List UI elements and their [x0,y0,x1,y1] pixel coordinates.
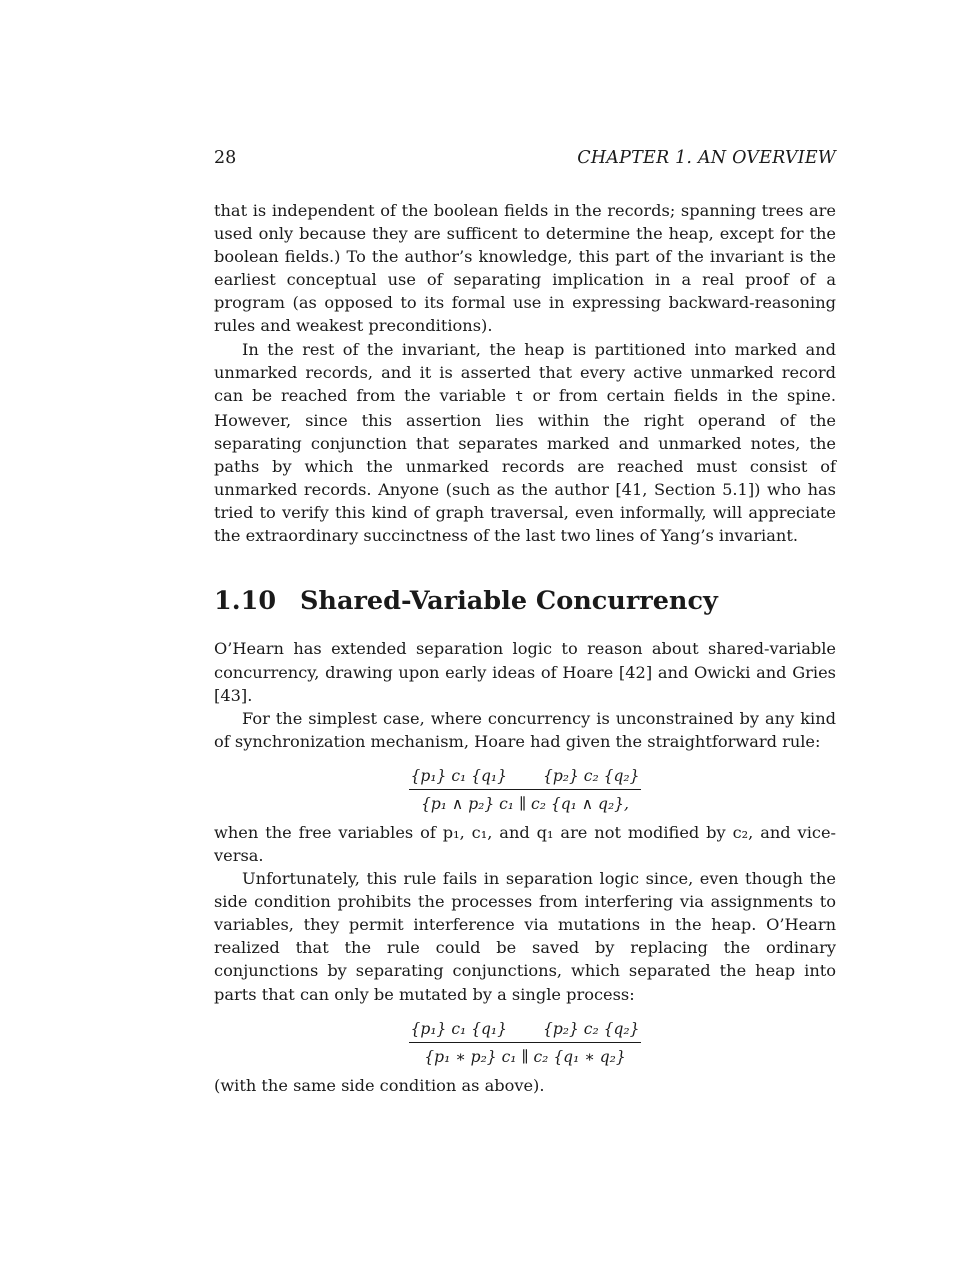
chapter-title: CHAPTER 1. AN OVERVIEW [577,148,836,168]
section-number: 1.10 [214,586,277,617]
paragraph-ohearn: O’Hearn has extended separation logic to reason about shared-variable concurrency, drawing upon early ideas of Hoare [42] and Owicki and Gries [43]. [214,639,836,705]
inference-rule-hoare [214,765,836,815]
premise-right: {p₂} c₂ {q₂} [543,766,640,785]
section-title: Shared-Variable Concurrency [300,586,718,617]
paragraph-invariant-part2: or from certain fields in the spine. However, since this assertion lies within the right operand of the separating conjunction that separates marked and unmarked notes, the paths by which the unmarked records are reached must consist of unmarked records. Anyone (such as the author [41, Section 5.1]) who has tried to verify this kind of graph traversal, even informally, will appreciate the extraordinary succinctness of the last two lines of Yang’s invariant. [214,385,836,546]
variable-t: t [515,388,524,405]
paragraph-unfortunately: Unfortunately, this rule fails in separation logic since, even though the side condition prohibits the processes from interfering via assignments to variables, they permit interference via mutations in the heap. O’Hearn realized that the rule could be saved by replacing the ordinary conjunctions by separating conjunctions, which separated the heap into parts that can only be mutated by a single process: [214,869,836,1004]
rule-premises [409,765,642,790]
rule-premises [409,1018,642,1043]
paragraph-invariant [214,338,836,548]
page-number: 28 [214,148,237,168]
paragraph-continued: that is independent of the boolean fields in the records; spanning trees are used only because they are sufficent to determine the heap, except for the boolean fields.) To the author’s knowledge, this part of the invariant is the earliest conceptual use of separating implication in a real proof of a program (as opposed to its formal use in expressing backward-reasoning rules and weakest preconditions). [214,201,836,336]
premise-right: {p₂} c₂ {q₂} [543,1019,640,1038]
premise-left: {p₁} c₁ {q₁} [410,1019,507,1038]
running-header [214,148,836,172]
rule-conclusion: {p₁ ∗ p₂} c₁ ∥ c₂ {q₁ ∗ q₂} [424,1047,626,1066]
paragraph-same-condition: (with the same side condition as above). [214,1075,545,1095]
paragraph-side-condition: when the free variables of p₁, c₁, and q₁ are not modified by c₂, and vice-versa. [214,822,836,865]
inference-rule-separating [214,1018,836,1068]
body-text [214,199,836,1097]
rule-conclusion: {p₁ ∧ p₂} c₁ ∥ c₂ {q₁ ∧ q₂}, [421,794,629,813]
premise-left: {p₁} c₁ {q₁} [410,766,507,785]
paragraph-invariant-part1: In the rest of the invariant, the heap is partitioned into marked and unmarked records, and it is asserted that every active unmarked record can be reached from the variable [214,339,836,405]
paragraph-simplest-case: For the simplest case, where concurrency is unconstrained by any kind of synchronization mechanism, Hoare had given the straightforward rule: [214,708,836,751]
section-heading [214,585,836,617]
